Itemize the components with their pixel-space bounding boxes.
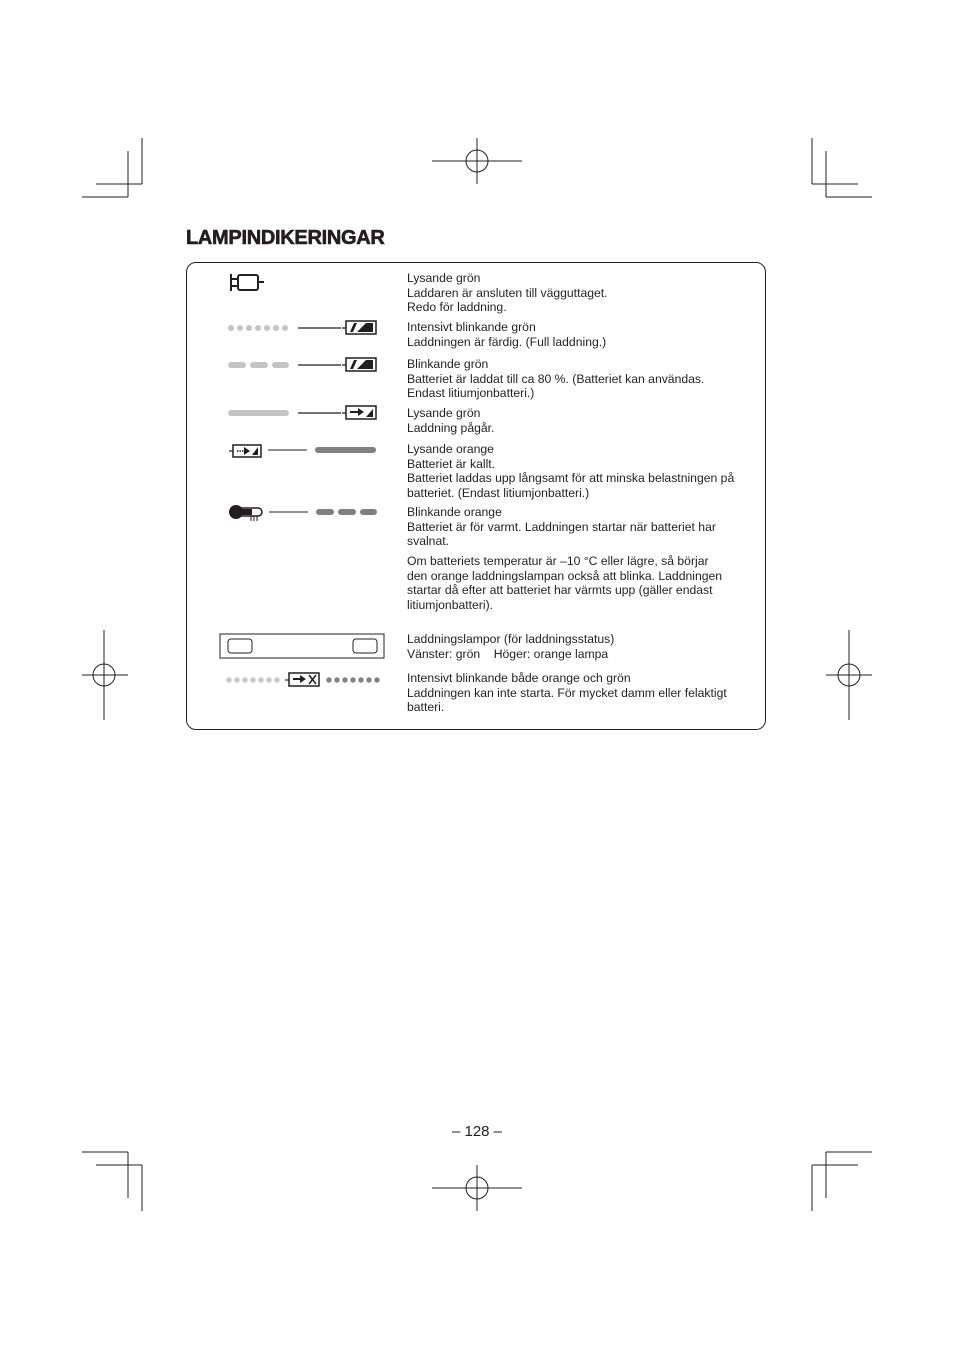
status-heading: Lysande orange (407, 442, 494, 456)
battery-error-icon (285, 673, 319, 686)
indicator-note-low-temperature (407, 554, 762, 612)
battery-cold-icon (229, 445, 261, 457)
status-heading: Intensivt blinkande både orange och grön (407, 671, 631, 685)
lamp-pattern-orange-blink (316, 509, 377, 515)
status-text: Laddaren är ansluten till vägguttaget. (407, 285, 608, 300)
status-text: Vänster: grön Höger: orange lampa (407, 646, 609, 661)
page-title: LAMPINDIKERINGAR (186, 227, 385, 249)
status-text: Batteriet laddas upp långsamt för att minska belastningen på (407, 471, 735, 486)
thermometer-icon (229, 505, 262, 521)
indicator-description-charging (407, 406, 762, 435)
status-text: batteriet. (Endast litiumjonbatteri.) (407, 485, 590, 500)
indicator-description-80-percent (407, 357, 762, 401)
note-text: Om batteriets temperatur är –10 °C eller lägre, så börjar (407, 554, 709, 568)
status-text: Laddningen är färdig. (Full laddning.) (407, 334, 607, 349)
status-text: batteri. (407, 700, 445, 715)
status-text: Endast litiumjonbatteri.) (407, 386, 535, 401)
status-text: Redo för laddning. (407, 300, 507, 315)
indicator-description-hot (407, 505, 762, 549)
note-text: litiumjonbatteri). (407, 597, 494, 612)
status-heading: Blinkande orange (407, 505, 502, 519)
status-heading: Laddningslampor (för laddningsstatus) (407, 632, 615, 646)
battery-charging-icon (342, 406, 376, 419)
lamp-pattern-orange-steady (315, 447, 376, 453)
lamp-pattern-green-rapid-blink-left (226, 677, 279, 682)
indicator-description-cold (407, 442, 762, 500)
charger-plug-icon (231, 274, 264, 291)
status-text: Batteriet är för varmt. Laddningen startar när batteriet har (407, 519, 716, 534)
lamp-pattern-green-steady (228, 410, 289, 416)
indicator-description-lamp-panel (407, 632, 762, 661)
battery-full-icon (342, 321, 376, 334)
status-text: Batteriet är laddat till ca 80 %. (Batteriet kan användas. (407, 371, 705, 386)
lamp-pattern-green-rapid-blink (228, 325, 288, 331)
indicator-description-full-charge (407, 320, 762, 349)
status-heading: Blinkande grön (407, 357, 489, 371)
status-text: svalnat. (407, 534, 450, 549)
lamp-panel-icon (220, 634, 384, 658)
status-heading: Intensivt blinkande grön (407, 320, 536, 334)
indicator-description-error (407, 671, 762, 715)
status-text: Batteriet är kallt. (407, 456, 496, 471)
note-text: startar då efter att batteriet har värmts upp (gäller endast (407, 583, 713, 598)
lamp-pattern-green-blink (228, 362, 289, 368)
status-text: Laddningen kan inte starta. För mycket damm eller felaktigt (407, 685, 727, 700)
page-number: – 128 – (451, 1123, 503, 1140)
status-text: Laddning pågår. (407, 420, 495, 435)
indicator-description-plugged-in (407, 271, 762, 315)
status-heading: Lysande grön (407, 271, 481, 285)
lamp-pattern-orange-rapid-blink-right (326, 677, 379, 682)
status-heading: Lysande grön (407, 406, 481, 420)
battery-full-icon (342, 358, 376, 371)
note-text: den orange laddningslampan också att blinka. Laddningen (407, 568, 723, 583)
